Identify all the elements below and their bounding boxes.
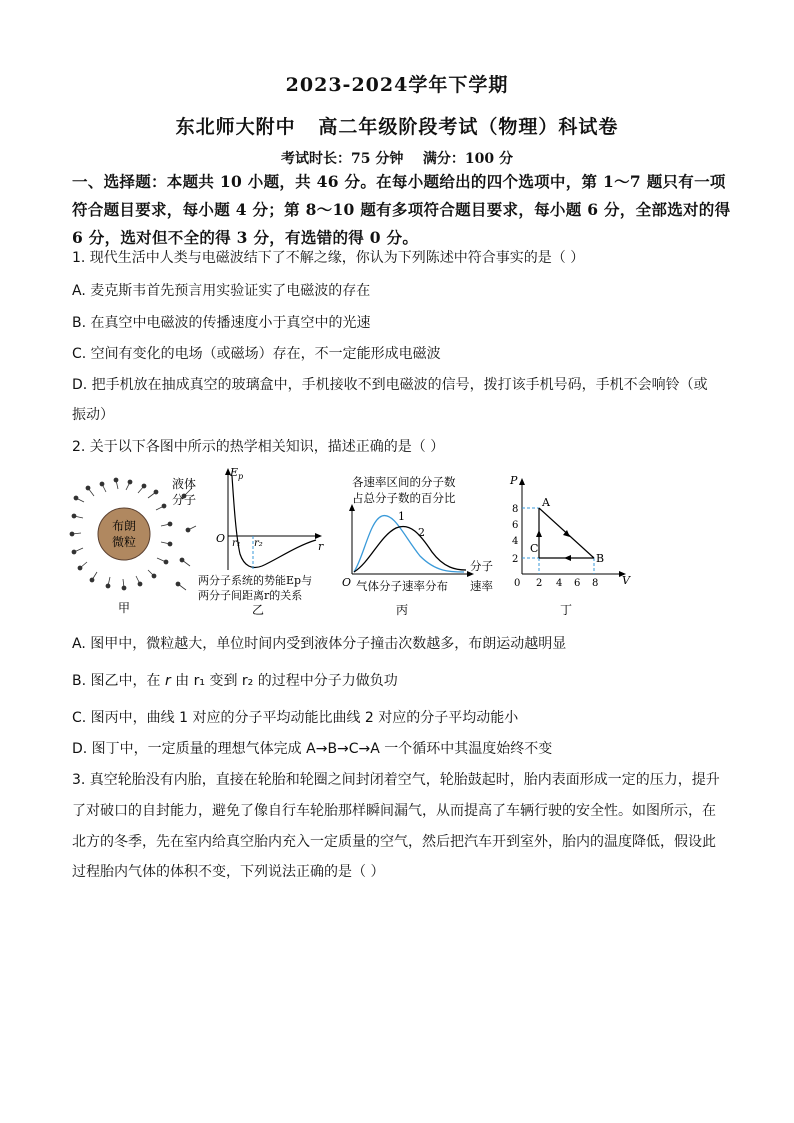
fig-yi-note1: 两分子系统的势能Ep与 xyxy=(198,574,313,587)
fig-ding-caption: 丁 xyxy=(559,603,573,616)
fig-yi-origin: O xyxy=(216,532,226,545)
fig-bing-xunit1: 分子 xyxy=(470,559,493,573)
brownian-particle xyxy=(98,508,150,560)
fig-jia-particle-label2: 微粒 xyxy=(111,535,137,549)
section-instructions xyxy=(72,168,732,252)
q2-option-b-r: r xyxy=(164,673,171,689)
fig-yi-axis-y-label: $E_p$ xyxy=(230,466,244,481)
fig-ding-axis-x: V xyxy=(622,574,630,587)
q1-option-b: B. 在真空中电磁波的传播速度小于真空中的光速 xyxy=(72,315,371,331)
fig-ding-vtick-2: 2 xyxy=(536,578,543,589)
q2-option-a: A. 图甲中，微粒越大，单位时间内受到液体分子撞击次数越多，布朗运动越明显 xyxy=(72,636,567,652)
fig-bing-ylabel1: 各速率区间的分子数 xyxy=(352,475,456,489)
fig-yi-axis-x-label: r xyxy=(318,540,324,553)
exam-school-title: 东北师大附中 高二年级阶段考试（物理）科试卷 xyxy=(175,116,619,138)
q1-option-d: D. 把手机放在抽成真空的玻璃盒中，手机接收不到电磁波的信号，拨打该手机号码，手机不会响铃（或 xyxy=(72,377,708,393)
fig-yi-r2: r₂ xyxy=(254,538,263,549)
fig-ding-ptick-8: 8 xyxy=(512,504,519,515)
q2-option-c: C. 图丙中，曲线 1 对应的分子平均动能比曲线 2 对应的分子平均动能小 xyxy=(72,710,519,726)
q1-option-d-cont: 振动） xyxy=(72,407,114,423)
q2-option-d: D. 图丁中，一定质量的理想气体完成 A→B→C→A 一个循环中其温度始终不变 xyxy=(72,741,553,757)
q1-stem: 1. 现代生活中人类与电磁波结下了不解之缘，你认为下列陈述中符合事实的是（ ） xyxy=(72,250,585,266)
q3-line: 过程胎内气体的体积不变，下列说法正确的是（ ） xyxy=(72,864,385,880)
fig-bing-curve-1-label: 1 xyxy=(398,510,405,523)
q2-figures xyxy=(68,466,648,616)
q2-option-b-mid: 由 r₁ 变到 r₂ 的过程中分子力做负功 xyxy=(170,673,398,689)
fig-bing-caption: 丙 xyxy=(395,603,409,616)
fig-bing-curve-2 xyxy=(354,526,466,572)
section-line: 一、选择题：本题共 10 小题，共 46 分。在每小题给出的四个选项中，第 1～7 题只有一项 xyxy=(72,172,726,191)
fig-ding-ptick-4: 4 xyxy=(512,536,519,547)
fig-bing-ylabel2: 占总分子数的百分比 xyxy=(352,491,456,505)
fig-ding-ptick-2: 2 xyxy=(512,554,519,565)
q1-option-c: C. 空间有变化的电场（或磁场）存在，不一定能形成电磁波 xyxy=(72,346,441,362)
fig-jia-caption: 甲 xyxy=(117,601,131,615)
q2-option-b-pre: B. 图乙中，在 xyxy=(72,673,165,689)
figure-jia xyxy=(68,466,208,616)
fig-ding-ptick-6: 6 xyxy=(512,520,519,531)
fig-bing-xunit2: 速率 xyxy=(470,579,493,593)
fig-bing-origin: O xyxy=(342,576,352,589)
q2-option-b xyxy=(72,671,732,691)
q3-line: 3. 真空轮胎没有内胎，直接在轮胎和轮圈之间封闭着空气，轮胎鼓起时，胎内表面形成一定的压力，提升 xyxy=(72,772,720,788)
q1-option-a: A. 麦克斯韦首先预言用实验证实了电磁波的存在 xyxy=(72,283,371,299)
exam-meta: 考试时长：75 分钟 满分：100 分 xyxy=(281,151,513,167)
fig-ding-vtick-6: 6 xyxy=(574,578,581,589)
section-line: 6 分，选对但不全的得 3 分，有选错的得 0 分。 xyxy=(72,228,419,247)
fig-jia-liquid-label2: 分子 xyxy=(172,493,197,507)
section-line: 符合题目要求，每小题 4 分；第 8～10 题有多项符合题目要求，每小题 6 分，全部选对的得 xyxy=(72,200,731,219)
q3-line: 北方的冬季，先在室内给真空胎内充入一定质量的空气，然后把汽车开到室外，胎内的温度降低，假设此 xyxy=(72,834,716,850)
fig-yi-potential-curve xyxy=(232,476,316,568)
fig-bing-curve-2-label: 2 xyxy=(418,526,425,539)
figure-yi xyxy=(196,466,336,616)
fig-ding-point-a: A xyxy=(542,496,550,509)
fig-ding-vtick-4: 4 xyxy=(556,578,563,589)
fig-jia-liquid-label1: 液体 xyxy=(172,477,197,491)
figure-ding xyxy=(508,466,638,616)
fig-yi-caption: 乙 xyxy=(251,603,265,616)
q3-line: 了对破口的自封能力，避免了像自行车轮胎那样瞬间漏气，从而提高了车辆行驶的安全性。如图所示，在 xyxy=(72,803,716,819)
figure-bing xyxy=(340,466,510,616)
fig-bing-curve-1 xyxy=(354,516,464,572)
fig-yi-r1: r₁ xyxy=(232,538,241,549)
fig-ding-axis-y: P xyxy=(510,474,518,487)
fig-bing-xlabel: 气体分子速率分布 xyxy=(356,579,448,593)
fig-jia-particle-label1: 布朗 xyxy=(111,519,137,533)
q2-stem: 2. 关于以下各图中所示的热学相关知识，描述正确的是（ ） xyxy=(72,439,445,455)
fig-yi-note2: 两分子间距离r的关系 xyxy=(198,589,303,602)
exam-year-title: 2023-2024学年下学期 xyxy=(285,74,509,96)
fig-ding-point-c: C xyxy=(530,542,539,555)
fig-ding-origin: 0 xyxy=(514,578,521,589)
fig-ding-point-b: B xyxy=(596,552,605,565)
fig-ding-vtick-8: 8 xyxy=(592,578,599,589)
